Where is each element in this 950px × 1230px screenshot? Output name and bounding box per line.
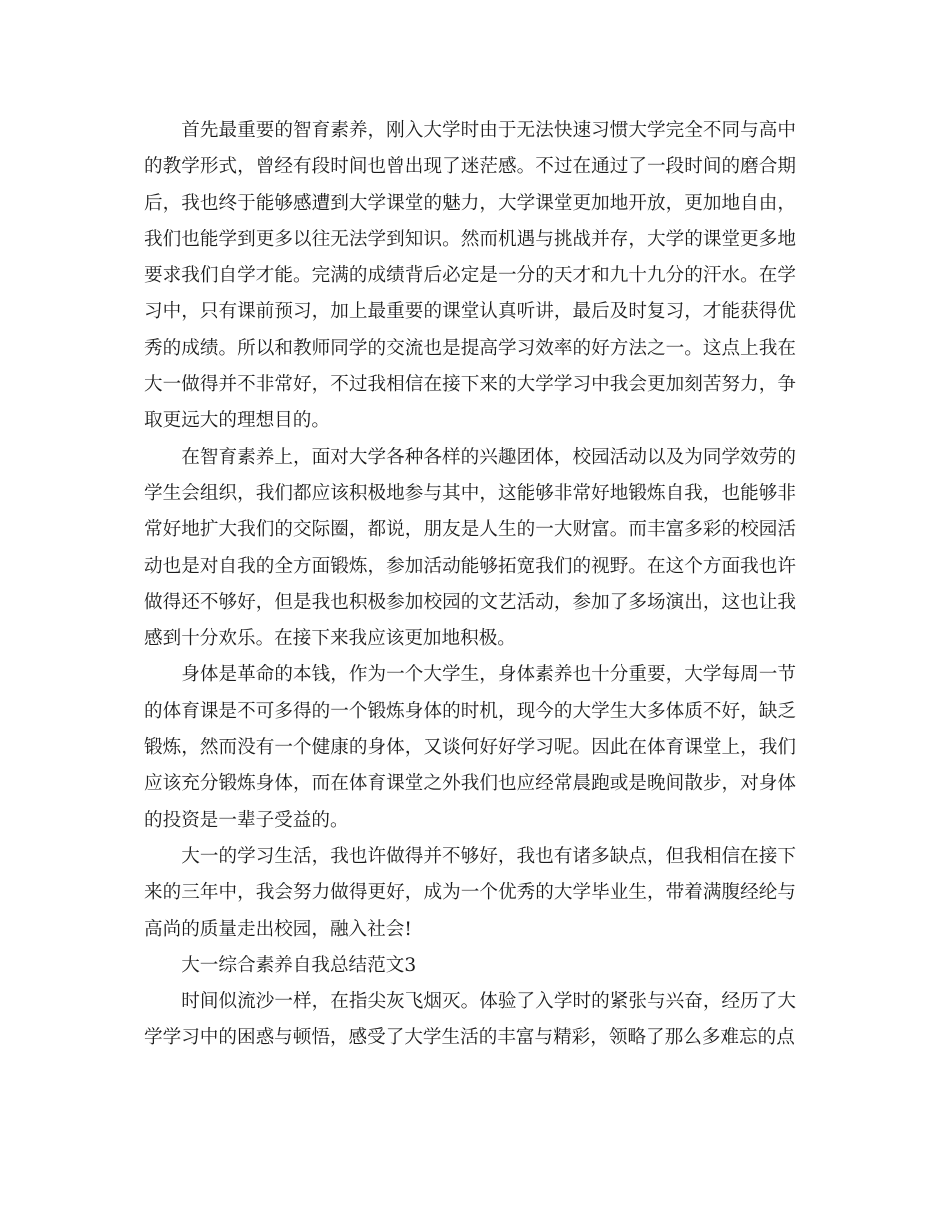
paragraph-physical-quality: 身体是革命的本钱，作为一个大学生，身体素养也十分重要，大学每周一节的体育课是不可多得的一个锻炼身体的时机，现今的大学生大多体质不好，缺乏锻炼，然而没有一个健康的身体，又谈何好好学习呢。因此在体育课堂上，我们应该充分锻炼身体，而在体育课堂之外我们也应经常晨跑或是晚间散步，对身体的投资是一辈子受益的。 <box>144 664 796 831</box>
section-heading: 大一综合素养自我总结范文3 <box>181 954 417 976</box>
paragraph-time-reflection: 时间似流沙一样，在指尖灰飞烟灭。体验了入学时的紧张与兴奋，经历了大学学习中的困惑与顿悟，感受了大学生活的丰富与精彩，领略了那么多难忘的点 <box>144 991 796 1049</box>
paragraph-campus-activities: 在智育素养上，面对大学各种各样的兴趣团体，校园活动以及为同学效劳的学生会组织，我们都应该积极地参与其中，这能够非常好地锻炼自我，也能够非常好地扩大我们的交际圈，都说，朋友是人生的一大财富。而丰富多彩的校园活动也是对自我的全方面锻炼，参加活动能够拓宽我们的视野。在这个方面我也许做得还不够好，但是我也积极参加校园的文艺活动，参加了多场演出，这也让我感到十分欢乐。在接下来我应该更加地积极。 <box>144 446 796 650</box>
paragraph-academic-quality: 首先最重要的智育素养，刚入大学时由于无法快速习惯大学完全不同与高中的教学形式，曾经有段时间也曾出现了迷茫感。不过在通过了一段时间的磨合期后，我也终于能够感遭到大学课堂的魅力，大学课堂更加地开放，更加地自由，我们也能学到更多以往无法学到知识。然而机遇与挑战并存，大学的课堂更多地要求我们自学才能。完满的成绩背后必定是一分的天才和九十九分的汗水。在学习中，只有课前预习，加上最重要的课堂认真听讲，最后及时复习，才能获得优秀的成绩。所以和教师同学的交流也是提高学习效率的好方法之一。这点上我在大一做得并不非常好，不过我相信在接下来的大学学习中我会更加刻苦努力，争取更远大的理想目的。 <box>144 120 796 432</box>
document-body <box>144 113 796 1057</box>
paragraph-first-year-summary: 大一的学习生活，我也许做得并不够好，我也有诸多缺点，但我相信在接下来的三年中，我会努力做得更好，成为一个优秀的大学毕业生，带着满腹经纶与高尚的质量走出校园，融入社会! <box>144 845 796 940</box>
